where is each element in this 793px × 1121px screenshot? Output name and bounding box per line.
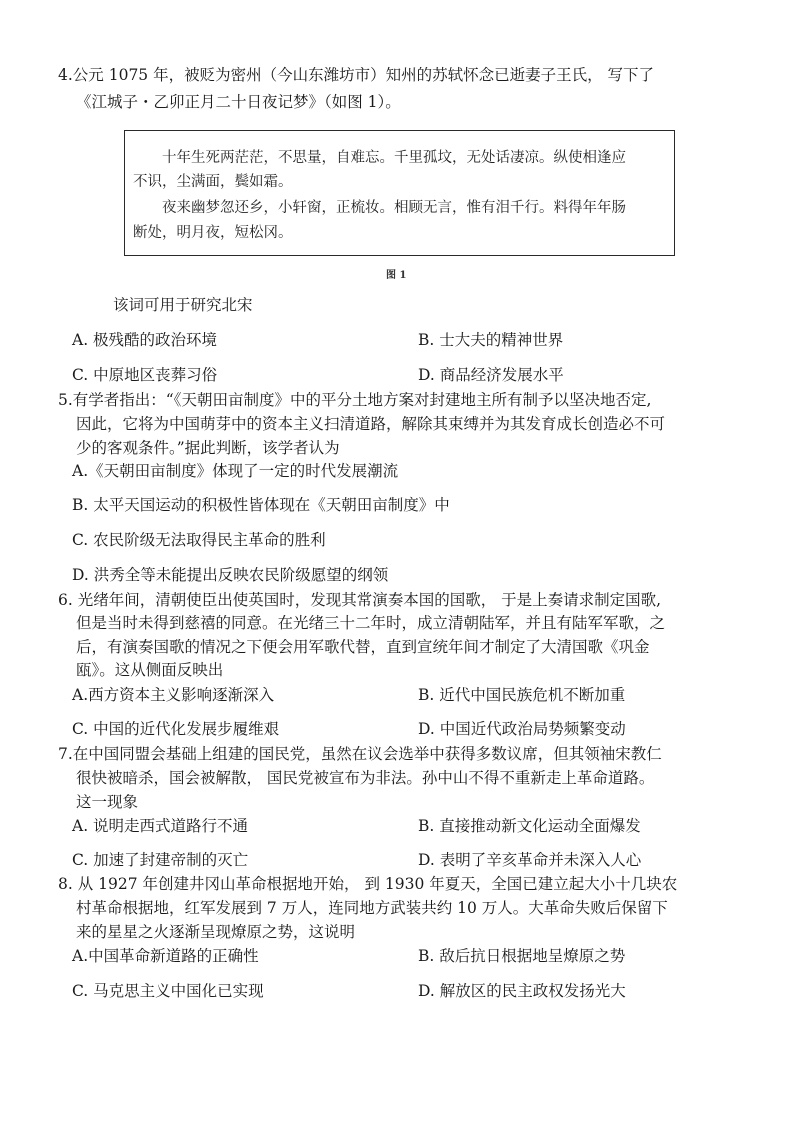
q5-option-b[interactable]: B. 太平天国运动的积极性皆体现在《天朝田亩制度》中 [72,496,450,514]
figure-caption: 图 1 [386,270,407,281]
q6-stem-line-4: 瓯》。这从侧面反映出 [76,661,224,679]
poem-line-4: 断处，明月夜，短松冈。 [133,225,293,241]
q8-stem-line-1: 8. 从 1927 年创建井冈山革命根据地开始， 到 1930 年夏天，全国已建立起大小十几块农 [58,875,678,893]
q5-option-a[interactable]: A.《天朝田亩制度》体现了一定的时代发展潮流 [72,462,399,480]
q4-option-b[interactable]: B. 士大夫的精神世界 [418,331,564,349]
q8-option-c[interactable]: C. 马克思主义中国化已实现 [72,982,264,1000]
q8-option-d[interactable]: D. 解放区的民主政权发扬光大 [418,982,626,1000]
q4-stem-line-1: 4.公元 1075 年，被贬为密州（今山东潍坊市）知州的苏轼怀念已逝妻子王氏， 写下了 [58,66,655,84]
poem-line-2: 不识，尘满面，鬓如霜。 [133,174,293,190]
q6-option-d[interactable]: D. 中国近代政治局势频繁变动 [418,720,626,738]
q5-stem-line-3: 少的客观条件。”据此判断，该学者认为 [76,439,340,457]
q7-option-c[interactable]: C. 加速了封建帝制的灭亡 [72,851,249,869]
q7-stem-line-3: 这一现象 [76,793,139,811]
q8-stem-line-2: 村革命根据地，红军发展到 7 万人，连同地方武装共约 10 万人。大革命失败后保留下 [76,899,668,917]
q6-stem-line-2: 但是当时未得到慈禧的同意。在光绪三十二年时，成立清朝陆军，并且有陆军军歌，之 [76,614,666,632]
q4-option-d[interactable]: D. 商品经济发展水平 [418,366,564,384]
q4-question: 该词可用于研究北宋 [113,296,253,314]
poem-line-1: 十年生死两茫茫，不思量，自难忘。千里孤坟，无处话凄凉。纵使相逢应 [162,150,626,166]
q5-option-c[interactable]: C. 农民阶级无法取得民主革命的胜利 [72,531,326,549]
q6-stem-line-3: 后，有演奏国歌的情况之下便会用军歌代替，直到宣统年间才制定了大清国歌《巩金 [76,638,650,656]
q7-option-d[interactable]: D. 表明了辛亥革命并未深入人心 [418,851,642,869]
q6-option-b[interactable]: B. 近代中国民族危机不断加重 [418,686,626,704]
q7-option-b[interactable]: B. 直接推动新文化运动全面爆发 [418,817,641,835]
q8-stem-line-3: 来的星星之火逐渐呈现燎原之势，这说明 [76,923,356,941]
q7-stem-line-2: 很快被暗杀，国会被解散， 国民党被宣布为非法。孙中山不得不重新走上革命道路。 [76,769,655,787]
q4-option-a[interactable]: A. 极残酷的政治环境 [72,331,218,349]
q6-option-c[interactable]: C. 中国的近代化发展步履维艰 [72,720,280,738]
q7-stem-line-1: 7.在中国同盟会基础上组建的国民党，虽然在议会选举中获得多数议席，但其领袖宋教仁 [58,745,662,763]
q8-option-b[interactable]: B. 敌后抗日根据地呈燎原之势 [418,947,626,965]
q4-option-c[interactable]: C. 中原地区丧葬习俗 [72,366,218,384]
q8-option-a[interactable]: A.中国革命新道路的正确性 [72,947,259,965]
poem-line-3: 夜来幽梦忽还乡，小轩窗，正梳妆。相顾无言，惟有泪千行。料得年年肠 [162,200,626,216]
q6-option-a[interactable]: A.西方资本主义影响逐渐深入 [72,686,275,704]
q5-stem-line-2: 因此，它将为中国萌芽中的资本主义扫清道路，解除其束缚并为其发育成长创造必不可 [76,415,666,433]
q5-option-d[interactable]: D. 洪秀全等未能提出反映农民阶级愿望的纲领 [72,566,389,584]
q5-stem-line-1: 5.有学者指出：“《天朝田亩制度》中的平分土地方案对封建地主所有制予以坚决地否定, [58,391,652,409]
q4-stem-line-2: 《江城子・乙卯正月二十日夜记梦》（如图 1）。 [76,93,401,111]
q6-stem-line-1: 6. 光绪年间，清朝使臣出使英国时，发现其常演奏本国的国歌， 于是上奏请求制定国歌, [58,591,662,609]
q7-option-a[interactable]: A. 说明走西式道路行不通 [72,817,249,835]
